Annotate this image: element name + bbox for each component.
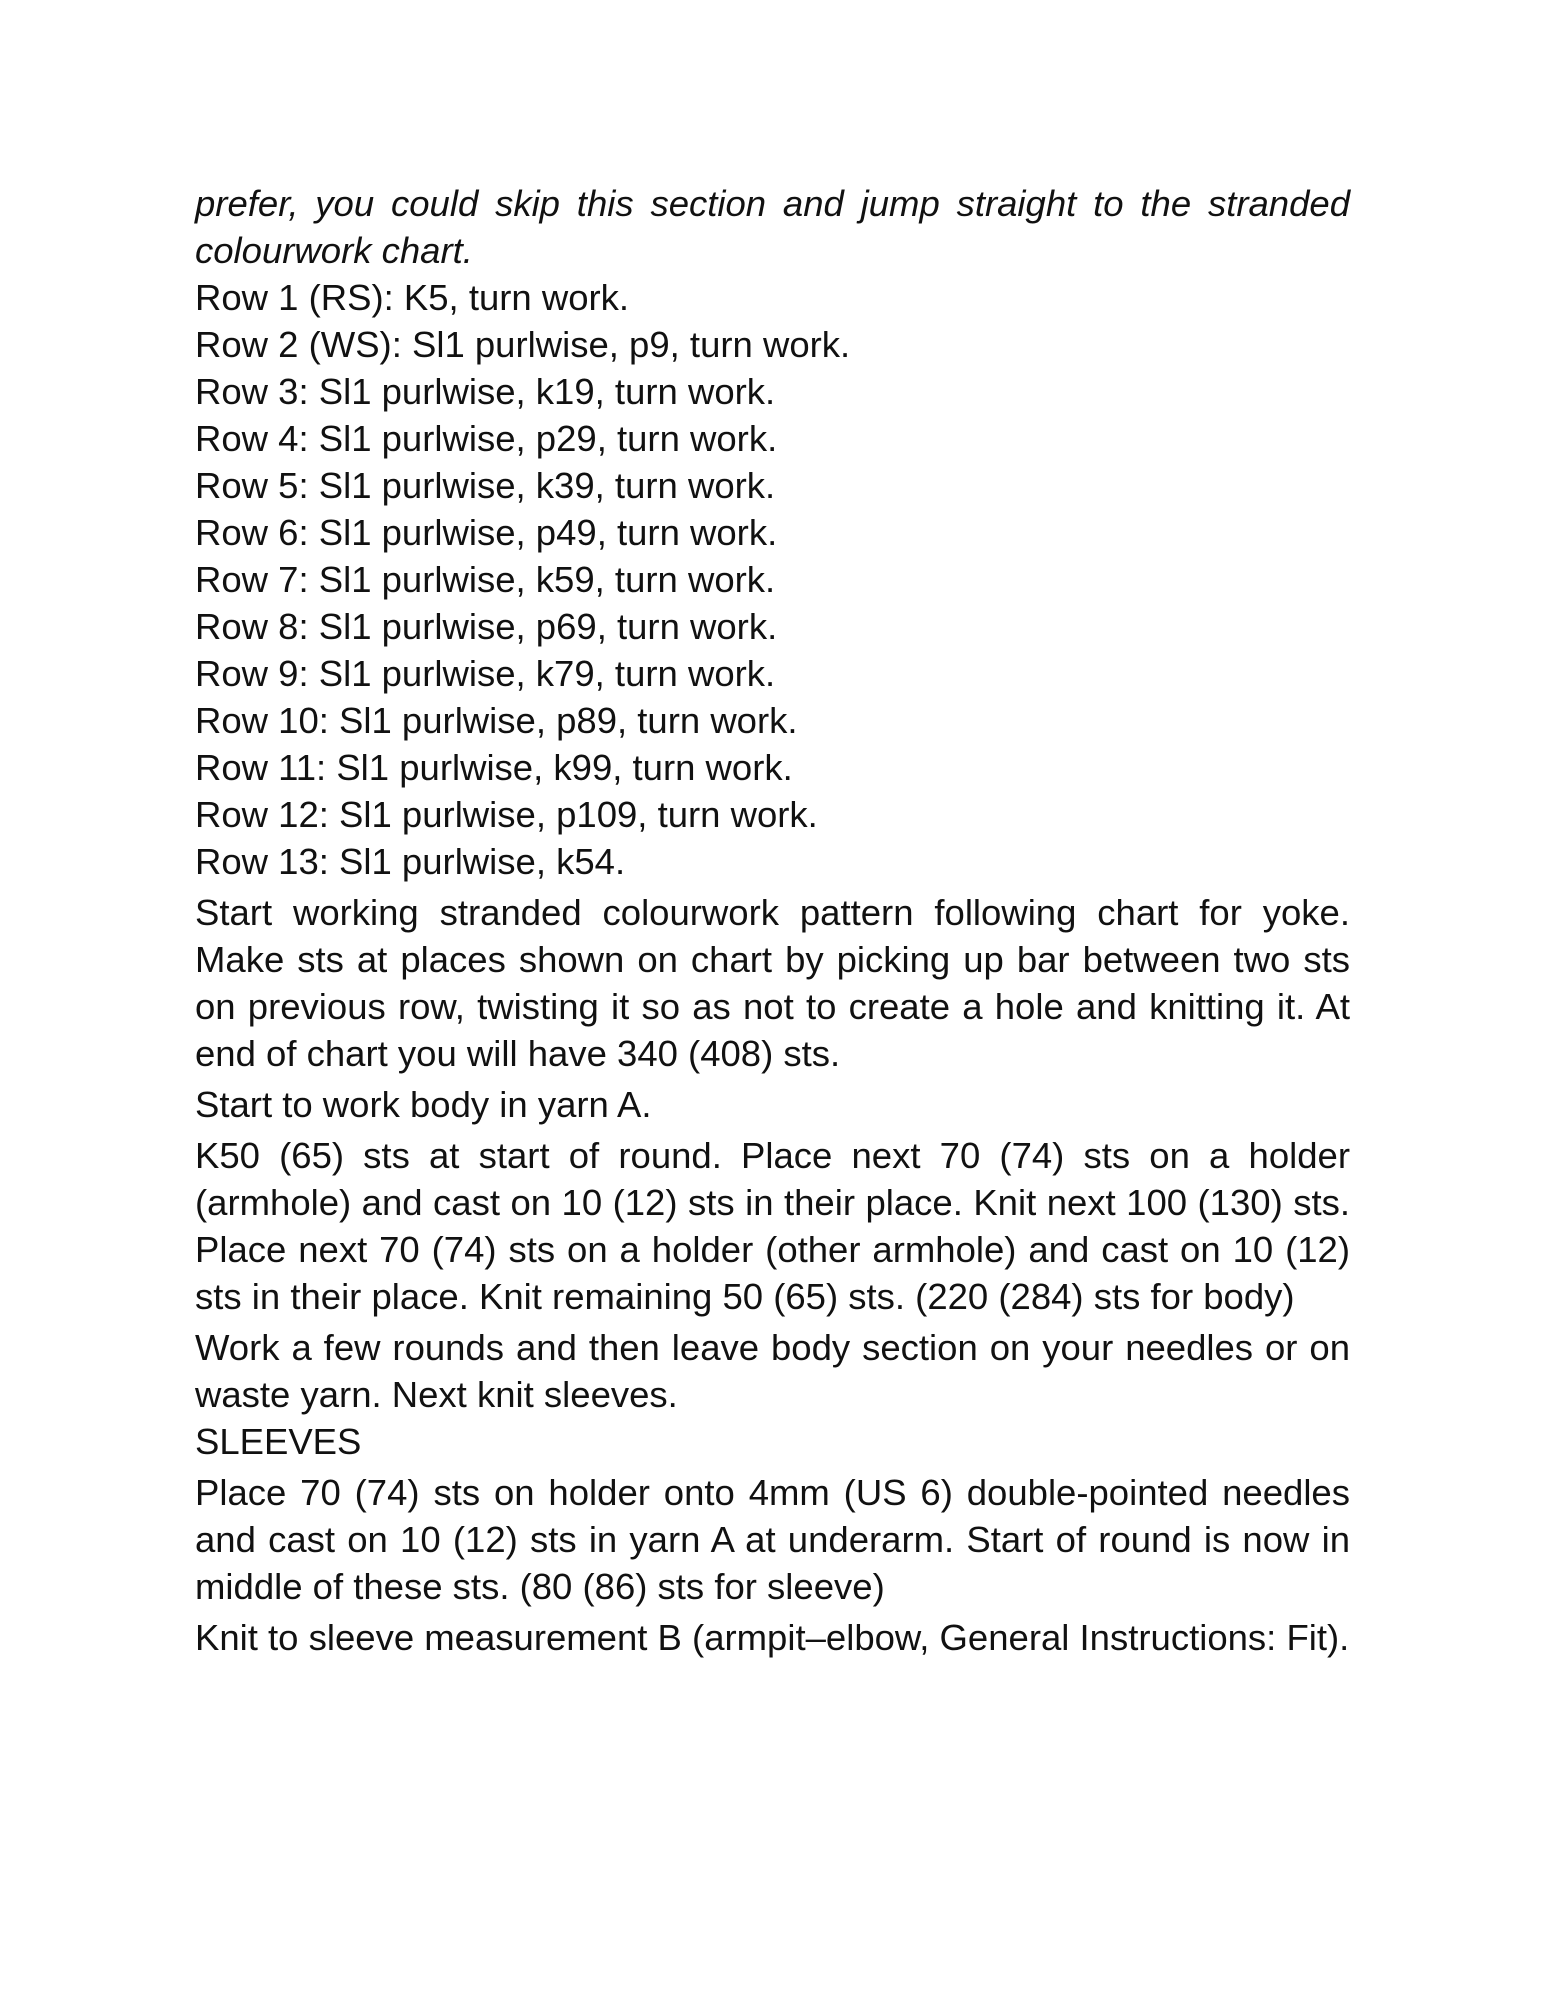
row-instruction: Row 1 (RS): K5, turn work. bbox=[195, 277, 630, 318]
row-instruction: Row 9: Sl1 purlwise, k79, turn work. bbox=[195, 653, 776, 694]
row-instruction: Row 12: Sl1 purlwise, p109, turn work. bbox=[195, 794, 818, 835]
colourwork-paragraph: Start working stranded colourwork pattern following chart for yoke. Make sts at places shown on chart by picking up bar between two sts on previous row, twisting it so as not to create a hole and knitting it. At end of chart you will have 340 (408) sts. bbox=[195, 892, 1350, 1074]
row-instruction: Row 11: Sl1 purlwise, k99, turn work. bbox=[195, 747, 793, 788]
sleeves-place-paragraph: Place 70 (74) sts on holder onto 4mm (US 6) double-pointed needles and cast on 10 (12) sts in yarn A at underarm. Start of round is now in middle of these sts. (80 (86) sts for sleeve) bbox=[195, 1472, 1350, 1607]
row-instruction: Row 5: Sl1 purlwise, k39, turn work. bbox=[195, 465, 776, 506]
row-instruction: Row 4: Sl1 purlwise, p29, turn work. bbox=[195, 418, 778, 459]
row-instruction: Row 7: Sl1 purlwise, k59, turn work. bbox=[195, 559, 776, 600]
body-start-paragraph: Start to work body in yarn A. bbox=[195, 1084, 652, 1125]
intro-paragraph: prefer, you could skip this section and jump straight to the stranded colourwork chart. bbox=[195, 183, 1350, 271]
body-split-paragraph: K50 (65) sts at start of round. Place next 70 (74) sts on a holder (armhole) and cast on 10 (12) sts in their place. Knit next 100 (130) sts. Place next 70 (74) sts on a holder (other armhole) and cast on 10 (12) sts in their place. Knit remaining 50 (65) sts. (220 (284) sts for body) bbox=[195, 1135, 1350, 1317]
row-instruction: Row 13: Sl1 purlwise, k54. bbox=[195, 841, 626, 882]
sleeves-knit-paragraph: Knit to sleeve measurement B (armpit–elbow, General Instructions: Fit). bbox=[195, 1617, 1350, 1658]
row-instruction: Row 8: Sl1 purlwise, p69, turn work. bbox=[195, 606, 778, 647]
sleeves-heading: SLEEVES bbox=[195, 1421, 362, 1462]
row-instruction: Row 6: Sl1 purlwise, p49, turn work. bbox=[195, 512, 778, 553]
work-rounds-paragraph: Work a few rounds and then leave body section on your needles or on waste yarn. Next knit sleeves. bbox=[195, 1327, 1350, 1415]
short-rows-list bbox=[195, 274, 1350, 885]
row-instruction: Row 3: Sl1 purlwise, k19, turn work. bbox=[195, 371, 776, 412]
text-column bbox=[195, 180, 1350, 1661]
row-instruction: Row 10: Sl1 purlwise, p89, turn work. bbox=[195, 700, 798, 741]
row-instruction: Row 2 (WS): Sl1 purlwise, p9, turn work. bbox=[195, 324, 851, 365]
